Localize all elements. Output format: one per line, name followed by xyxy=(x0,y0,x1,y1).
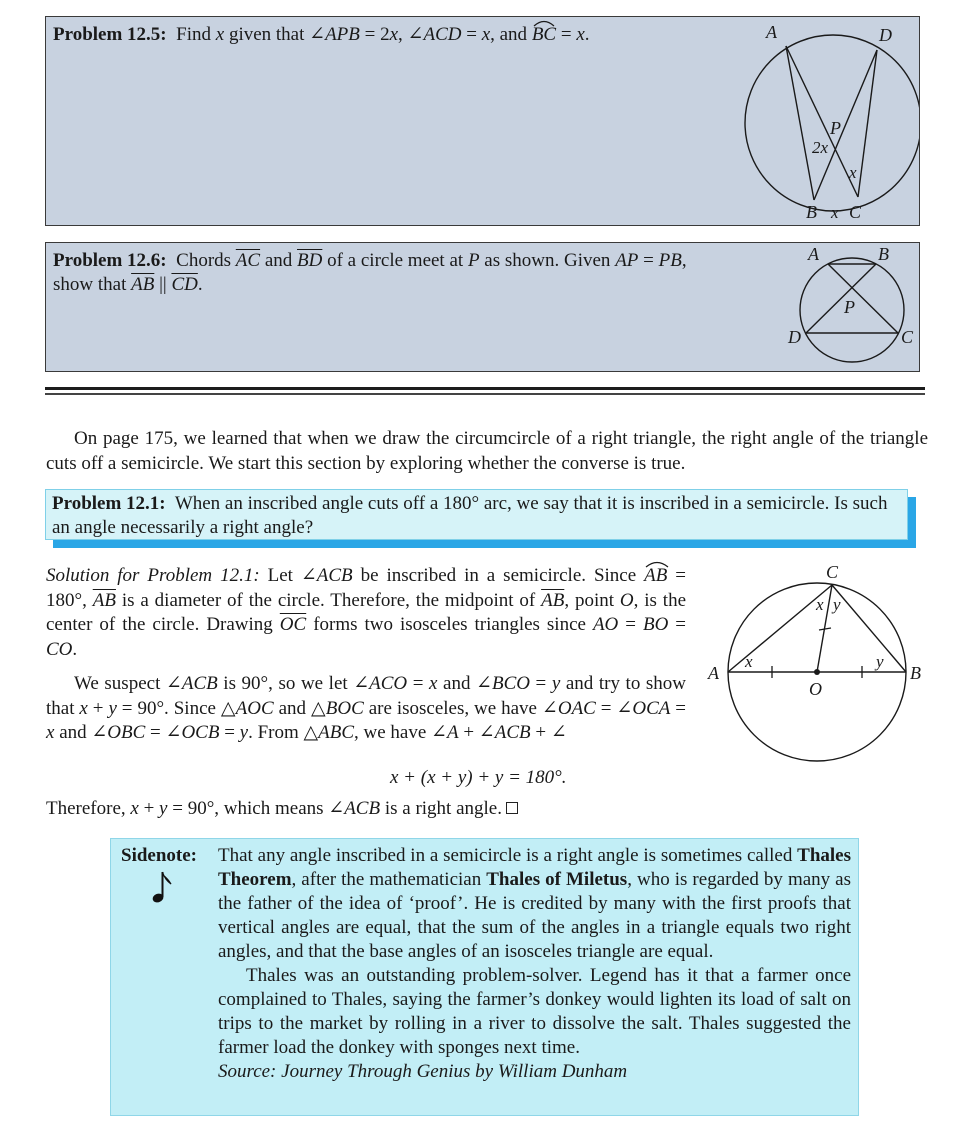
segment: $\overline{BD}$ xyxy=(297,250,323,271)
arc-bc xyxy=(532,23,556,47)
text: show that xyxy=(53,274,132,295)
equation: x + (x + y) + y = 180°. xyxy=(390,767,567,788)
segment: $\overline{AB}$ xyxy=(92,589,116,611)
var: ACB xyxy=(344,798,381,819)
intro-paragraph xyxy=(46,426,928,476)
label-x-top: x xyxy=(816,595,824,614)
problem-12-1-box xyxy=(45,489,908,540)
var: A xyxy=(446,722,459,743)
text: That any angle inscribed in a semicircle is a right angle is sometimes called xyxy=(218,845,798,866)
text: = xyxy=(407,673,430,694)
segment: $\overline{OC}$ xyxy=(279,614,307,635)
label-d: D xyxy=(879,25,892,45)
text: = ∠ xyxy=(595,697,633,719)
var: OCA xyxy=(632,697,671,719)
text: , after the mathematician xyxy=(291,869,487,890)
var: AO xyxy=(592,614,619,635)
var: BCO xyxy=(491,673,530,694)
intro-text: On page 175, we learned that when we draw the circumcircle of a right triangle, the right angle of the triangle cuts off a semicircle. We start this section by exploring whether the converse is true. xyxy=(46,428,928,474)
text: forms two isosceles triangles since xyxy=(306,614,593,635)
sidenote-source: Source: Journey Through Genius by William Dunham xyxy=(218,1061,628,1082)
semicircle-diagram xyxy=(700,555,940,785)
var: x xyxy=(46,722,55,743)
var: x xyxy=(576,24,585,45)
label-c: C xyxy=(901,327,914,347)
var: x xyxy=(429,673,438,694)
text: = xyxy=(556,24,577,45)
text: = 180°, xyxy=(46,565,686,611)
var: ACB xyxy=(316,565,353,586)
label-x-left: x xyxy=(745,652,753,671)
segment: $\overline{CD}$ xyxy=(171,274,198,295)
text: . xyxy=(197,274,203,295)
solution-label: Solution for Problem 12.1: xyxy=(46,565,260,586)
text: + xyxy=(87,697,109,719)
var: BO xyxy=(642,614,669,635)
text: is a right angle. xyxy=(380,798,502,819)
problem-label: Problem 12.6: xyxy=(53,250,167,271)
text: are isosceles, we have ∠ xyxy=(363,697,558,719)
text: , and xyxy=(490,24,532,45)
text: of a circle meet at xyxy=(322,250,468,271)
text: is a diameter of the circle. Therefore, the midpoint of xyxy=(115,589,542,611)
var: y xyxy=(159,798,168,819)
var: BOC xyxy=(325,697,364,719)
text: = xyxy=(618,614,643,635)
var: PB xyxy=(658,250,682,271)
text: = xyxy=(219,722,240,743)
var: CO xyxy=(46,638,73,660)
problem-12-1-text: When an inscribed angle cuts off a 180° arc, we say that it is inscribed in a semicircle. Is such an angle necessarily a right angle? xyxy=(52,493,888,538)
text: , who is regarded by many as the father of the idea of ‘proof’. He is credited by many with the first proofs that vertical angles are equal, that the sum of the angles in a triangle equals two right angles, and that the base angles of an isosceles triangle are equal. xyxy=(218,869,852,962)
var: ACD xyxy=(423,24,462,45)
chord-ac xyxy=(828,264,898,333)
text: and xyxy=(260,250,298,271)
text: . xyxy=(72,638,78,660)
term-thales-theorem: Thales Theorem xyxy=(218,845,851,890)
text: be inscribed in a semicircle. Since xyxy=(352,565,645,586)
label-a: A xyxy=(708,663,719,683)
text: + ∠ xyxy=(458,722,495,743)
var: ACB xyxy=(181,673,218,694)
label-y-right: y xyxy=(876,652,884,671)
term-thales-of-miletus: Thales of Miletus xyxy=(486,869,628,890)
label-angle-2x: 2x xyxy=(812,138,829,157)
music-note-icon xyxy=(151,870,173,904)
problem-12-5-diagram xyxy=(734,17,919,225)
text: given that ∠ xyxy=(224,24,326,45)
arc-mark-icon xyxy=(533,19,555,27)
var: AOC xyxy=(235,697,274,719)
text: , we have ∠ xyxy=(354,722,447,743)
label-c: C xyxy=(849,202,862,222)
segment: $\overline{AC}$ xyxy=(235,250,261,271)
chord-bd xyxy=(806,264,876,333)
problem-12-6-box xyxy=(45,242,920,372)
var: x xyxy=(130,798,139,819)
var: x xyxy=(79,697,88,719)
var: P xyxy=(467,250,480,271)
arc-mark-icon xyxy=(645,560,669,568)
segment: $\overline{AB}$ xyxy=(131,274,155,295)
label-arc-x: x xyxy=(831,203,839,222)
text: and ∠ xyxy=(437,673,492,694)
text: . xyxy=(584,24,590,45)
var: OAC xyxy=(557,697,596,719)
sidenote-body xyxy=(218,844,851,1084)
problem-12-6-text xyxy=(53,249,793,297)
sidenote-paragraph-2: Thales was an outstanding problem-solver. Legend has it that a farmer once complained to Thales, saying the farmer’s donkey would lighten its load of salt on trips to the market by rolling in a river to dissolve the salt. Thales suggested the farmer load the donkey with sponges next time. xyxy=(218,965,851,1058)
text: . From △ xyxy=(248,722,319,743)
label-b: B xyxy=(806,202,817,222)
var: APB xyxy=(325,24,360,45)
text: Therefore, xyxy=(46,798,131,819)
var: AP xyxy=(615,250,639,271)
text: and ∠ xyxy=(54,722,108,743)
arc-ab xyxy=(644,564,667,589)
solution-paragraph-2 xyxy=(46,672,686,746)
text: is 90°, so we let ∠ xyxy=(217,673,370,694)
center-point xyxy=(814,669,820,675)
segment: $\overline{AB}$ xyxy=(541,589,565,611)
text: , is the center of the circle. Drawing xyxy=(46,589,686,635)
problem-12-5-box xyxy=(45,16,920,226)
problem-label: Problem 12.1: xyxy=(52,493,166,514)
text: + ∠ xyxy=(530,722,567,743)
var: y xyxy=(239,722,249,743)
text: We suspect ∠ xyxy=(74,673,182,694)
label-b: B xyxy=(910,663,921,683)
var: AB xyxy=(644,565,668,586)
text: = 90°, which means ∠ xyxy=(167,798,345,819)
var: x xyxy=(481,24,491,45)
text: Chords xyxy=(176,250,236,271)
text: , point xyxy=(564,589,620,611)
text: as shown. Given xyxy=(479,250,616,271)
var: x xyxy=(389,24,399,45)
label-c: C xyxy=(826,562,839,582)
qed-square-icon xyxy=(506,802,518,814)
text: , xyxy=(681,250,687,271)
section-rule-thick xyxy=(45,387,925,390)
label-p: P xyxy=(844,297,855,317)
label-a: A xyxy=(766,22,777,42)
text: , ∠ xyxy=(398,24,424,45)
label-p: P xyxy=(830,118,841,138)
sidenote-label: Sidenote: xyxy=(121,845,197,866)
text: and try to show that xyxy=(46,673,687,719)
text: Let ∠ xyxy=(259,565,317,586)
var: y xyxy=(551,673,561,694)
text: + xyxy=(138,798,160,819)
text: = ∠ xyxy=(145,722,182,743)
text: = xyxy=(668,614,686,635)
var: ACO xyxy=(369,673,408,694)
text: = xyxy=(638,250,659,271)
var: ABC xyxy=(318,722,355,743)
sidenote-box xyxy=(110,838,859,1116)
text: = 90°. Since △ xyxy=(116,697,236,719)
problem-12-5-text xyxy=(53,23,778,47)
text: and △ xyxy=(273,697,326,719)
label-o: O xyxy=(809,679,822,699)
label-b: B xyxy=(878,244,889,264)
var: y xyxy=(108,697,117,719)
label-angle-x: x xyxy=(849,163,857,182)
var: OCB xyxy=(181,722,220,743)
var: x xyxy=(215,24,225,45)
var: O xyxy=(619,589,634,611)
text: = xyxy=(670,697,686,719)
var: OBC xyxy=(107,722,146,743)
var: ACB xyxy=(494,722,531,743)
label-a: A xyxy=(808,244,819,264)
text: = xyxy=(461,24,482,45)
var: BC xyxy=(531,24,557,45)
label-d: D xyxy=(788,327,801,347)
text: = xyxy=(529,673,552,694)
section-rule-thin xyxy=(45,393,925,395)
text: Find xyxy=(176,24,216,45)
conclusion xyxy=(46,797,518,821)
solution-paragraph-1 xyxy=(46,564,686,662)
text: = 2 xyxy=(359,24,390,45)
problem-label: Problem 12.5: xyxy=(53,24,167,45)
chord-ab xyxy=(786,46,814,200)
text: || xyxy=(154,274,172,295)
label-y-top: y xyxy=(833,595,841,614)
problem-12-6-diagram xyxy=(778,243,918,371)
